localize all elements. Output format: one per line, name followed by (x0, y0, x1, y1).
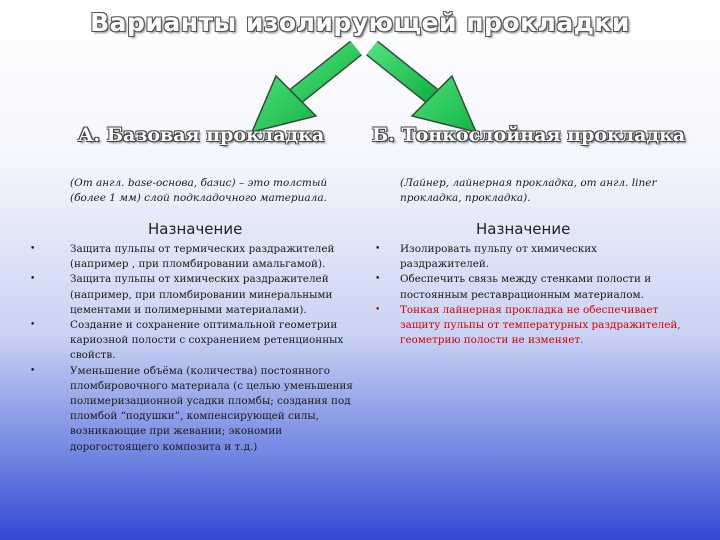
left-purpose-heading: Назначение (148, 220, 243, 238)
left-heading: А. Базовая прокладка (78, 124, 325, 146)
list-item: • Защита пульпы от термических раздражителей (например , при пломбировании амальгамой). (30, 243, 335, 271)
list-item: • Уменьшение объёма (количества) постоянного пломбировочного материала (с целью уменьшения полимеризационной усадки пломбы; создания под пломбой “подушки”, компенсирующей силы, возникающие при жевании; экономии дорогостоящего композита и т.д.) (30, 364, 353, 453)
right-list (375, 242, 685, 348)
list-item: • Обеспечить связь между стенками полости и постоянным реставрационным материалом. (375, 273, 652, 301)
left-list (30, 242, 360, 455)
left-arrow-icon (252, 48, 356, 132)
right-purpose-heading: Назначение (476, 220, 571, 238)
list-item: • Изолировать пульпу от химических раздражителей. (375, 243, 598, 271)
right-arrow-icon (372, 48, 476, 132)
right-note: (Лайнер, лайнерная прокладка, от англ. liner прокладка, прокладка). (400, 177, 657, 204)
list-item-warning: • Тонкая лайнерная прокладка не обеспечивает защиту пульпы от температурных раздражителей, геометрию полости не изменяет. (375, 303, 681, 347)
list-item: • Создание и сохранение оптимальной геометрии кариозной полости с сохранением ретенционных свойств. (30, 319, 344, 362)
slide-title: Варианты изолирующей прокладки (90, 8, 630, 37)
right-heading: Б. Тонкослойная прокладка (372, 124, 686, 146)
list-item: • Защита пульпы от химических раздражителей (например, при пломбировании минеральными цементами и полимерными материалами). (30, 273, 333, 316)
left-note: (От англ. base-основа, базис) – это толстый (более 1 мм) слой подкладочного материала. (70, 177, 328, 204)
